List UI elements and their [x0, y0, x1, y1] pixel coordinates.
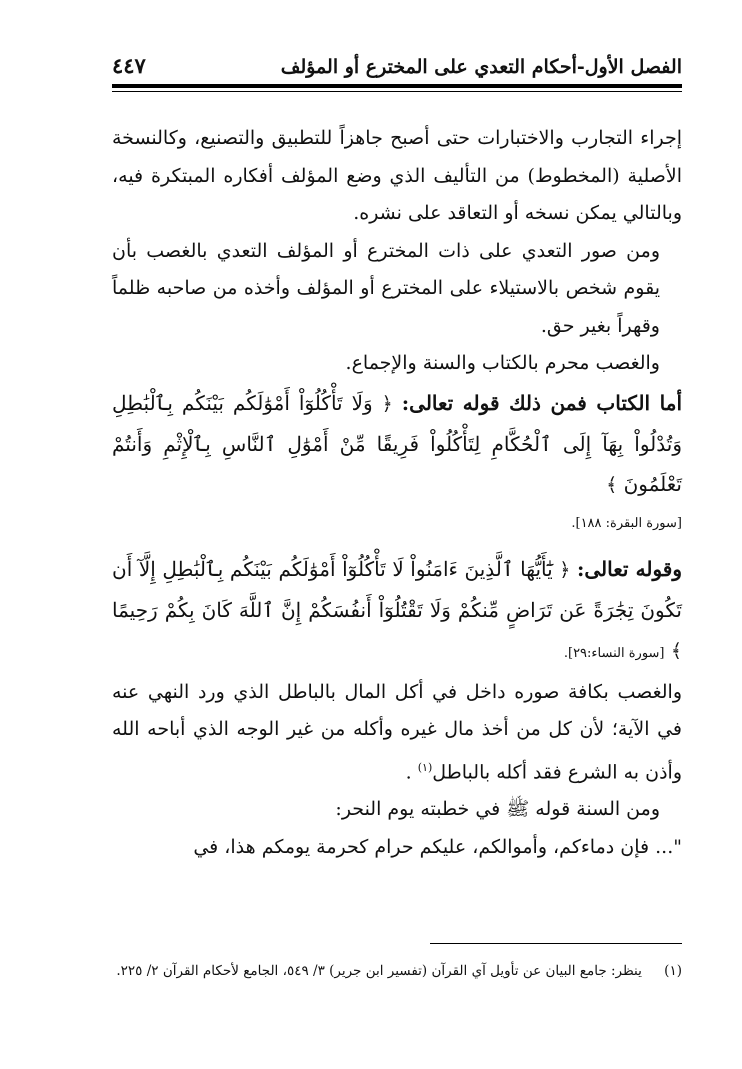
- page-number: ٤٤٧: [112, 53, 146, 78]
- verse-block-1: [112, 383, 682, 505]
- verse2-open-bracket: ﴿: [559, 558, 571, 581]
- paragraph-8: "... فإن دماءكم، وأموالكم، عليكم حرام كحرمة يومكم هذا، في: [193, 835, 682, 858]
- header-rule-thin: [112, 91, 682, 92]
- paragraph-3: والغصب محرم بالكتاب والسنة والإجماع.: [345, 352, 660, 374]
- footnote-ref-1[interactable]: (١): [417, 760, 433, 774]
- quran-verse-2: يَٰٓأَيُّهَا ٱلَّذِينَ ءَامَنُواْ لَا تَأْكُلُوٓاْ أَمْوَٰلَكُم بَيْنَكُم بِٱلْبَٰطِلِ إِلَّآ أَن تَكُونَ تِجَٰرَةً عَن تَرَاضٍ مِّنكُمْ وَلَا تَقْتُلُوٓاْ أَنفُسَكُمْ إِنَّ ٱللَّهَ كَانَ بِكُمْ رَحِيمًا: [112, 556, 682, 622]
- footnote-rule: [430, 943, 682, 944]
- quran-verse-1: وَلَا تَأْكُلُوٓاْ أَمْوَٰلَكُم بَيْنَكُم بِٱلْبَٰطِلِ وَتُدْلُواْ بِهَآ إِلَى ٱلْحُكَّامِ لِتَأْكُلُواْ فَرِيقًا مِّنْ أَمْوَٰلِ ٱلنَّاسِ بِٱلْإِثْمِ وَأَنتُمْ تَعْلَمُونَ: [112, 390, 682, 496]
- verse1-close-bracket: ﴾: [606, 473, 618, 496]
- footnote-text: ينظر: جامع البيان عن تأويل آي القرآن (تفسير ابن جرير) ٣/ ٥٤٩، الجامع لأحكام القرآن ٢/ ٢٢٥.: [116, 963, 642, 979]
- paragraph-6-end: .: [405, 760, 418, 783]
- paragraph-7: ومن السنة قوله ﷺ في خطبته يوم النحر:: [335, 798, 660, 821]
- header-rule-thick: [112, 84, 682, 88]
- verse1-open-bracket: ﴿: [381, 392, 393, 415]
- chapter-title: الفصل الأول-أحكام التعدي على المخترع أو المؤلف: [280, 56, 682, 78]
- paragraph-1: إجراء التجارب والاختبارات حتى أصبح جاهزاً للتطبيق والتصنيع، وكالنسخة الأصلية (المخطوط) من التأليف الذي وضع المؤلف أفكاره المبتكرة فيه، وبالتالي يمكن نسخه أو التعاقد على نشره.: [112, 127, 682, 224]
- verse1-source: [سورة البقرة: ١٨٨].: [571, 515, 682, 531]
- verse2-close-bracket: ﴾: [670, 639, 682, 662]
- running-header: [112, 44, 682, 78]
- verse2-source: [سورة النساء:٢٩].: [563, 645, 665, 661]
- verse2-intro: وقوله تعالى:: [577, 556, 682, 581]
- paragraph-6: [112, 674, 682, 792]
- main-text: [112, 120, 682, 866]
- footnote: [112, 956, 682, 986]
- verse-block-2: [112, 549, 682, 674]
- verse1-intro: أما الكتاب فمن ذلك قوله تعالى:: [401, 390, 683, 415]
- paragraph-2: ومن صور التعدي على ذات المخترع أو المؤلف التعدي بالغصب بأن يقوم شخص بالاستيلاء على المخترع أو المؤلف وأخذه من صاحبه ظلماً وقهراً بغير حق.: [112, 239, 660, 337]
- paragraph-6-text: والغصب بكافة صوره داخل في أكل المال بالباطل الذي ورد النهي عنه في الآية؛ لأن كل من أخذ مال غيره وأكله من غير الوجه الذي أباحه الله وأذن به الشرع فقد أكله بالباطل: [112, 680, 682, 783]
- footnote-number: (١): [664, 963, 682, 979]
